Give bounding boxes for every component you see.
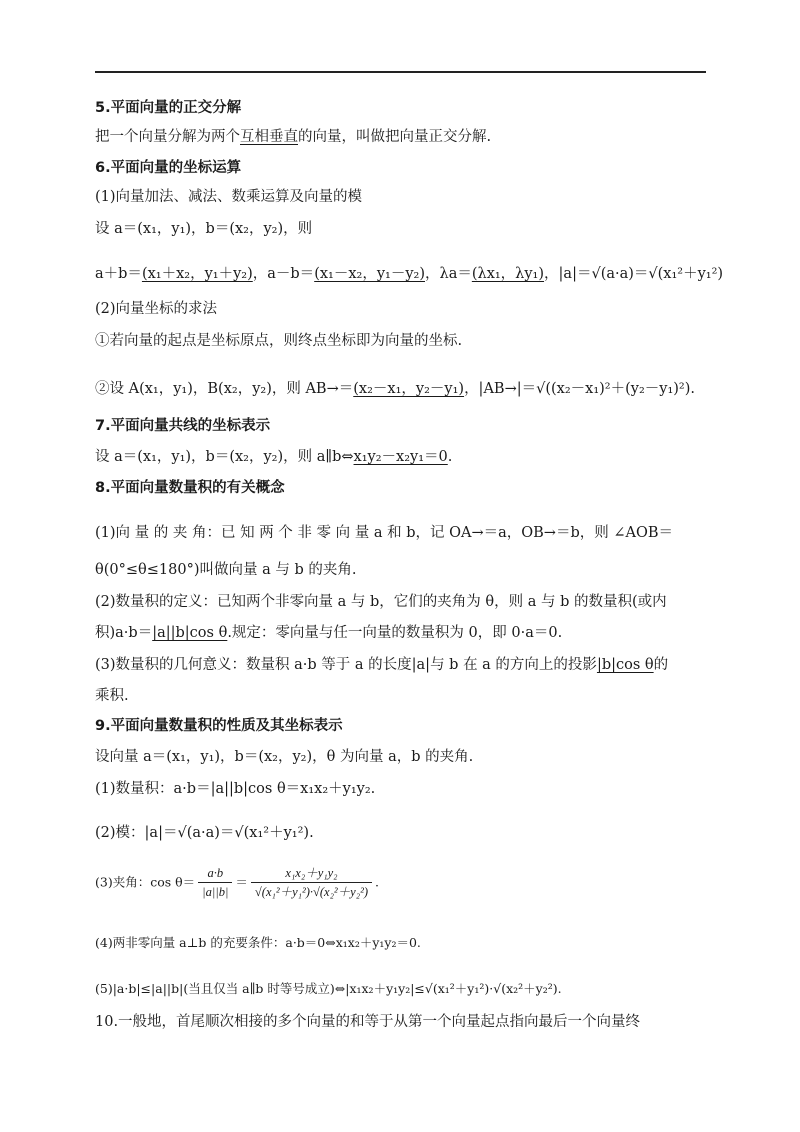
section-7-title: 7.平面向量共线的坐标表示 [95,418,271,434]
header-rule [95,71,706,73]
answer-blank: |b|cos θ [596,657,654,673]
section-6-p1: (1)向量加法、减法、数乘运算及向量的模 [95,189,363,205]
answer-blank: (x₂－x₁，y₂－y₁) [353,381,465,397]
section-8-p1a: (1)向 量 的 夹 角：已 知 两 个 非 零 向 量 a 和 b，记 OA→＝a，OB→＝b，则 ∠AOB＝ [95,525,674,541]
section-7-text: 设 a＝(x₁，y₁)，b＝(x₂，y₂)，则 a∥b⇔x₁y₂－x₂y₁＝0. [95,449,453,465]
answer-blank: |a||b|cos θ [152,625,228,641]
section-9-p5: (5)|a·b|≤|a||b|(当且仅当 a∥b 时等号成立)⇔|x₁x₂＋y₁y₂|≤√(x₁²＋y₁²)·√(x₂²＋y₂²). [95,981,562,996]
answer-blank: 互相垂直 [240,129,298,145]
section-5-text: 把一个向量分解为两个互相垂直的向量，叫做把向量正交分解. [95,129,492,145]
section-8-p3a: (3)数量积的几何意义：数量积 a·b 等于 a 的长度|a|与 b 在 a 的方向上的投影|b|cos θ的 [95,657,669,673]
section-10-text: 10.一般地，首尾顺次相接的多个向量的和等于从第一个向量起点指向最后一个向量终 [95,1014,641,1030]
section-6-p2: (2)向量坐标的求法 [95,301,218,317]
answer-blank: (x₁＋x₂，y₁＋y₂) [141,266,253,282]
section-6-c1: ①若向量的起点是坐标原点，则终点坐标即为向量的坐标. [95,333,463,349]
section-8-p3b: 乘积. [95,688,129,704]
answer-blank: (x₁－x₂，y₁－y₂) [314,266,425,282]
answer-blank: (λx₁，λy₁) [471,266,545,282]
section-9-p2: (2)模：|a|＝√(a·a)＝√(x₁²＋y₁²). [95,825,314,841]
section-8-p2b: 积)a·b＝|a||b|cos θ.规定：零向量与任一向量的数量积为 0，即 0·a＝0. [95,625,563,641]
section-8-p1b: θ(0°≤θ≤180°)叫做向量 a 与 b 的夹角. [95,562,357,578]
fraction-1: $\frac{a\cdot b}{|a||b|}$ [198,864,232,901]
section-9-set: 设向量 a＝(x₁，y₁)，b＝(x₂，y₂)，θ 为向量 a，b 的夹角. [95,749,474,765]
section-6-set: 设 a＝(x₁，y₁)，b＝(x₂，y₂)，则 [95,221,313,237]
section-8-title: 8.平面向量数量积的有关概念 [95,480,285,496]
answer-blank: x₁y₂－x₂y₁＝0 [353,449,448,465]
section-6-ops: a＋b＝(x₁＋x₂，y₁＋y₂)，a－b＝(x₁－x₂，y₁－y₂)，λa＝(λx₁，λy₁)，|a|＝√(a·a)＝√(x₁²＋y₁²) [95,266,724,282]
section-9-p3: (3)夹角：cos θ＝ $\frac{a\cdot b}{|a||b|}$ ＝ $\frac{\text{x₁x₂＋y₁y₂}}{\text{√(x₁²＋y₁²)·√(x₂²＋y₂²)}}$ . [95,866,379,899]
section-6-title: 6.平面向量的坐标运算 [95,160,242,176]
section-9-title: 9.平面向量数量积的性质及其坐标表示 [95,718,343,734]
fraction-2: $\frac{\text{x₁x₂＋y₁y₂}}{\text{√(x₁²＋y₁²)·√(x₂²＋y₂²)}}$ [251,864,372,901]
section-9-p4: (4)两非零向量 a⊥b 的充要条件：a·b＝0⇔x₁x₂＋y₁y₂＝0. [95,935,421,950]
section-9-p1: (1)数量积：a·b＝|a||b|cos θ＝x₁x₂＋y₁y₂. [95,781,376,797]
section-8-p2a: (2)数量积的定义：已知两个非零向量 a 与 b，它们的夹角为 θ，则 a 与 b 的数量积(或内 [95,594,667,610]
section-6-c2: ②设 A(x₁，y₁)，B(x₂，y₂)，则 AB→＝(x₂－x₁，y₂－y₁)，|AB→|＝√((x₂－x₁)²＋(y₂－y₁)²). [95,381,696,397]
section-5-title: 5.平面向量的正交分解 [95,100,242,116]
